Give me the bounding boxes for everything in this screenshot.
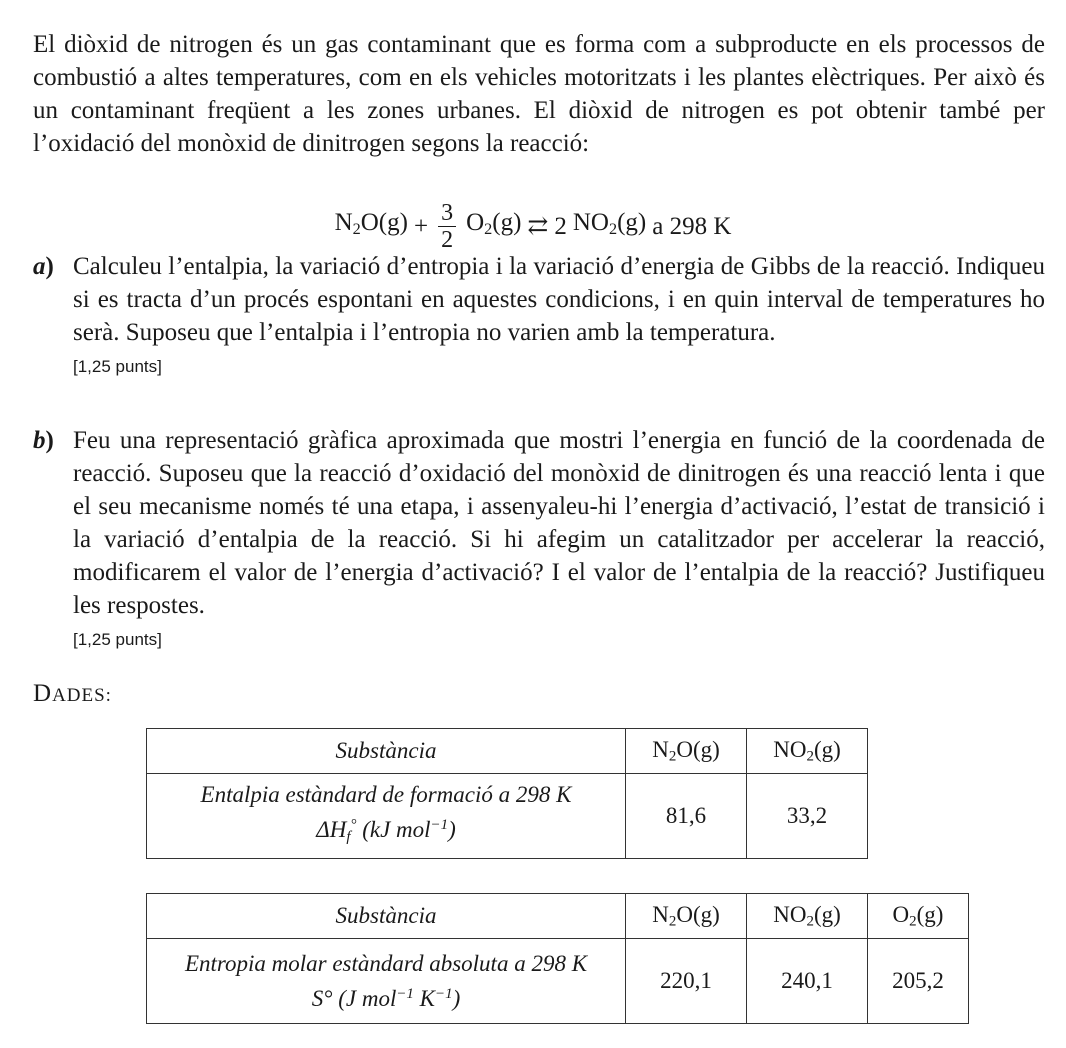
equilibrium-arrow: ⇄ xyxy=(527,213,549,240)
intro-paragraph: El diòxid de nitrogen és un gas contaminant que es forma com a subproducte en els processos de combustió a altes temperatures, com en els vehicles motoritzats i les plantes elèctriques. Per això és un contaminant freqüent a les zones urbanes. El diòxid de nitrogen es pot obtenir també per l’oxidació del monòxid de dinitrogen segons la reacció: xyxy=(33,31,1045,157)
table-row xyxy=(147,729,868,774)
question-a-letter: a) xyxy=(33,253,54,280)
header-substance: Substància xyxy=(147,894,626,939)
question-a-text: Calculeu l’entalpia, la variació d’entropia i la variació d’energia de Gibbs de la reacció. Indiqueu si es tracta d’un procés espontani en aquestes condicions, i en quin interval de temperatures ho serà. Suposeu que l’entalpia i l’entropia no varien amb la temperatura. xyxy=(73,253,1045,346)
header-n2o: $N_2O(g)$ xyxy=(626,729,747,774)
question-b-points: [1,25 punts] xyxy=(73,630,162,649)
value-no2-entropy: 240,1 xyxy=(747,939,868,1024)
dades-heading: DADES: xyxy=(33,680,112,707)
fraction-coefficient xyxy=(438,200,456,253)
value-o2-entropy: 205,2 xyxy=(868,939,969,1024)
header-no2: $NO_2(g)$ xyxy=(747,894,868,939)
product-no2: $NO_2(g)$ xyxy=(572,209,647,239)
value-n2o-enthalpy: 81,6 xyxy=(626,774,747,859)
table-row xyxy=(147,939,969,1024)
question-b-text: Feu una representació gràfica aproximada que mostri l’energia en funció de la coordenada de reacció. Suposeu que la reacció d’oxidació del monòxid de dinitrogen és una reacció lenta i que el seu mecanisme només té una etapa, i assenyaleu-hi l’energia d’activació, l’estat de transició i la variació d’entalpia de la reacció. Si hi afegim un catalitzador per accelerar la reacció, modificarem el valor de l’energia d’activació? I el valor de l’entalpia de la reacció? Justifiqueu les respostes. xyxy=(73,427,1045,619)
document-page xyxy=(33,28,1045,1012)
row-label-entropy: Entropia molar estàndard absoluta a 298 K S° (J mol$^{-1}$ $K^{-1}$) xyxy=(147,939,626,1024)
value-n2o-entropy: 220,1 xyxy=(626,939,747,1024)
header-no2: $NO_2(g)$ xyxy=(747,729,868,774)
reaction-equation xyxy=(33,200,1033,253)
reactant-o2: $O_2(g)$ xyxy=(466,209,522,239)
row-label-enthalpy: Entalpia estàndard de formació a 298 K $\Delta H_f^\circ$ (kJ mol$^{-1}$) xyxy=(147,774,626,859)
enthalpy-table xyxy=(146,728,868,859)
header-o2: $O_2(g)$ xyxy=(868,894,969,939)
header-n2o: $N_2O(g)$ xyxy=(626,894,747,939)
question-b-letter: b) xyxy=(33,427,54,454)
header-substance: Substància xyxy=(147,729,626,774)
reactant-n2o: $N_2O(g)$ xyxy=(334,209,408,239)
fraction-denominator: 2 xyxy=(441,227,454,253)
reaction-condition: a 298 K xyxy=(652,213,732,240)
plus-sign: + xyxy=(413,213,429,240)
product-coefficient: 2 xyxy=(554,213,567,240)
question-b xyxy=(33,424,1045,650)
value-no2-enthalpy: 33,2 xyxy=(747,774,868,859)
table-row xyxy=(147,894,969,939)
question-a-points: [1,25 punts] xyxy=(73,357,162,376)
table-row xyxy=(147,774,868,859)
entropy-table xyxy=(146,893,969,1024)
fraction-numerator: 3 xyxy=(438,200,456,227)
question-a xyxy=(33,250,1045,377)
